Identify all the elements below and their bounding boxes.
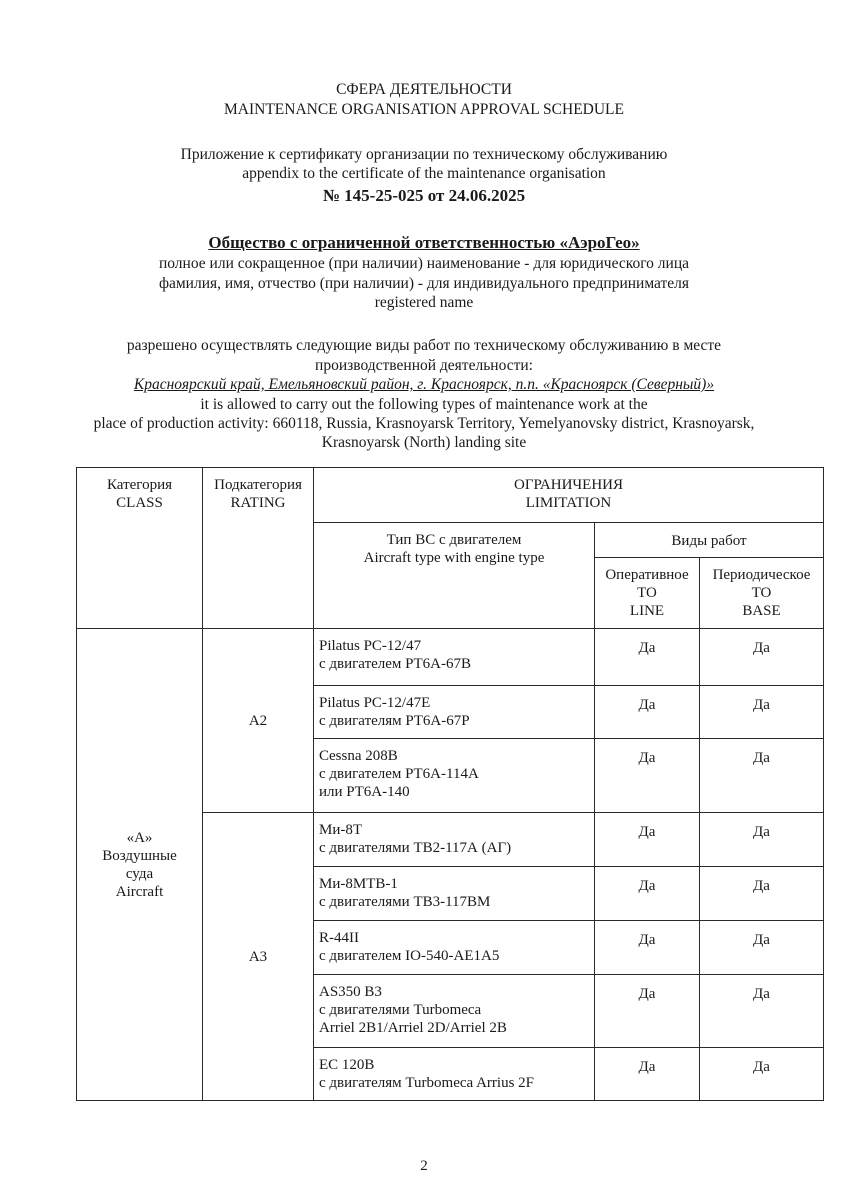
base-value: Да <box>700 686 824 739</box>
aircraft-type-cell: Cessna 208B с двигателем PT6A-114A или PT6A-140 <box>314 739 595 813</box>
organisation-note-2: фамилия, имя, отчество (при наличии) - для индивидуального предпринимателя <box>158 275 690 292</box>
header-class: Категория CLASS <box>77 468 203 629</box>
aircraft-type-cell: Ми-8Т с двигателями ТВ2-117А (АГ) <box>314 813 595 867</box>
location-ru: Красноярский край, Емельяновский район, г. Красноярск, п.п. «Красноярск (Северный)» <box>133 376 715 393</box>
title-ru: СФЕРА ДЕЯТЕЛЬНОСТИ <box>336 81 512 98</box>
base-value: Да <box>700 813 824 867</box>
base-value: Да <box>700 629 824 686</box>
approval-schedule-table <box>76 467 824 1101</box>
header-base-maintenance: Периодическое ТО BASE <box>700 558 824 629</box>
class-cell: «А» Воздушные суда Aircraft <box>77 629 203 1101</box>
aircraft-type-cell: Ми-8МТВ-1 с двигателями ТВ3-117ВМ <box>314 867 595 921</box>
base-value: Да <box>700 867 824 921</box>
permission-ru-2: производственной деятельности: <box>315 357 533 374</box>
rating-a2: А2 <box>203 629 314 813</box>
table-row <box>77 629 824 686</box>
appendix-ru: Приложение к сертификату организации по техническому обслуживанию <box>180 146 668 163</box>
header-works: Виды работ <box>595 523 824 558</box>
page-number: 2 <box>420 1158 428 1174</box>
permission-en-2: place of production activity: 660118, Russia, Krasnoyarsk Territory, Yemelyanovsky district, Krasnoyarsk, <box>93 415 755 432</box>
base-value: Да <box>700 739 824 813</box>
aircraft-type-cell: Pilatus PC-12/47 с двигателем PT6A-67B <box>314 629 595 686</box>
appendix-en: appendix to the certificate of the maintenance organisation <box>242 165 606 182</box>
line-value: Да <box>595 629 700 686</box>
organisation-note-1: полное или сокращенное (при наличии) наименование - для юридического лица <box>158 255 690 272</box>
organisation-name: Общество с ограниченной ответственностью «АэроГео» <box>208 233 640 252</box>
line-value: Да <box>595 686 700 739</box>
aircraft-type-cell: Pilatus PC-12/47E с двигателям PT6A-67P <box>314 686 595 739</box>
permission-en-3: Krasnoyarsk (North) landing site <box>321 434 527 451</box>
header-line-maintenance: Оперативное ТО LINE <box>595 558 700 629</box>
aircraft-type-cell: EC 120B с двигателям Turbomeca Arrius 2F <box>314 1048 595 1101</box>
permission-ru-1: разрешено осуществлять следующие виды работ по техническому обслуживанию в месте <box>126 337 722 354</box>
aircraft-type-cell: AS350 B3 с двигателями Turbomeca Arriel 2B1/Arriel 2D/Arriel 2B <box>314 975 595 1048</box>
organisation-note-3: registered name <box>374 294 474 311</box>
line-value: Да <box>595 921 700 975</box>
header-aircraft-type: Тип ВС с двигателем Aircraft type with engine type <box>314 523 595 629</box>
line-value: Да <box>595 1048 700 1101</box>
header-rating: Подкатегория RATING <box>203 468 314 629</box>
header-limitation: ОГРАНИЧЕНИЯ LIMITATION <box>314 468 824 523</box>
base-value: Да <box>700 975 824 1048</box>
certificate-number: № 145-25-025 от 24.06.2025 <box>322 186 526 205</box>
line-value: Да <box>595 739 700 813</box>
rating-a3: А3 <box>203 813 314 1101</box>
aircraft-type-cell: R-44II с двигателем IO-540-AE1A5 <box>314 921 595 975</box>
line-value: Да <box>595 813 700 867</box>
title-en: MAINTENANCE ORGANISATION APPROVAL SCHEDULE <box>223 101 624 118</box>
line-value: Да <box>595 867 700 921</box>
permission-en-1: it is allowed to carry out the following types of maintenance work at the <box>200 396 648 413</box>
line-value: Да <box>595 975 700 1048</box>
base-value: Да <box>700 921 824 975</box>
base-value: Да <box>700 1048 824 1101</box>
